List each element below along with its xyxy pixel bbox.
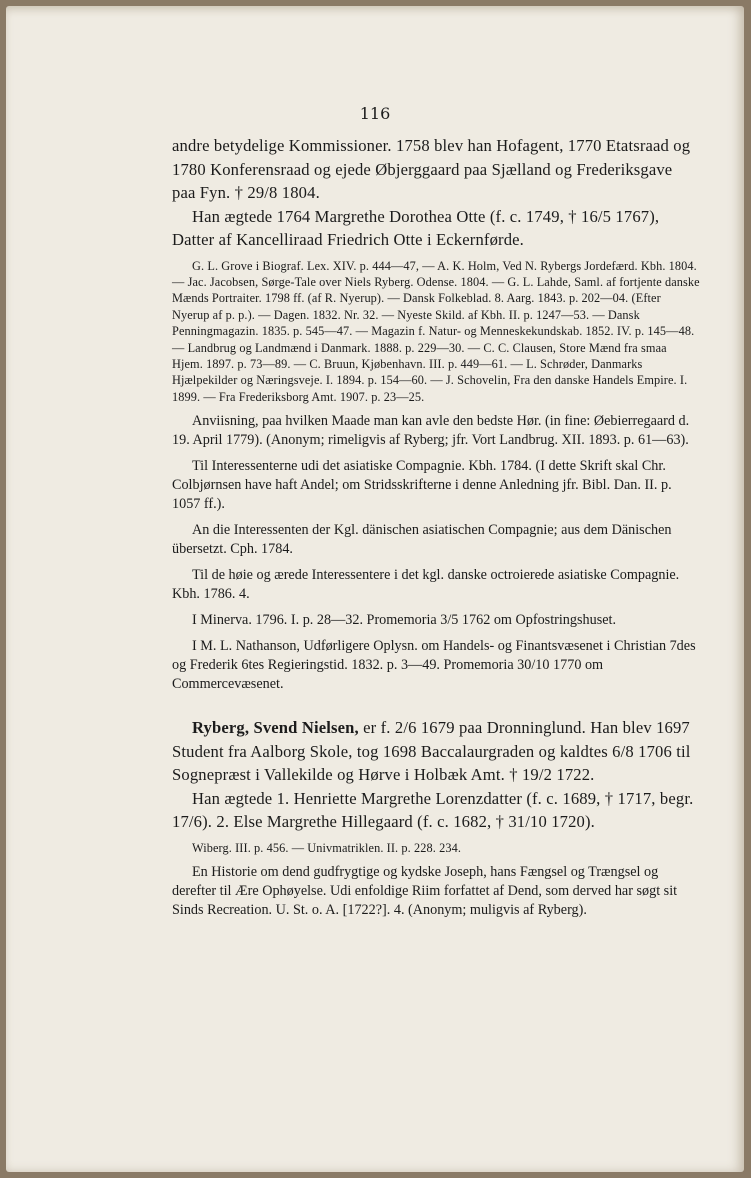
work-entry: Anviisning, paa hvilken Maade man kan avle den bedste Hør. (in fine: Øebierregaard d. 19. April 1779). (Anonym; rimeligvis af Ryberg; jfr. Vort Landbrug. XII. 1893. p. 61—63). bbox=[172, 413, 690, 449]
references: G. L. Grove i Biograf. Lex. XIV. p. 444—47, — A. K. Holm, Ved N. Rybergs Jordefærd. Kbh. 1804. — Jac. Jacobsen, Sørge-Tale over Niels Ryberg. Odense. 1804. — G. L. Lahde, Saml. af fortjente danske Mænds Portraiter. 1798 ff. (af R. Nyerup). — Dansk Folkeblad. 8. Aarg. 1843. p. 202—04. (Efter Nyerup af p. p.). — Dagen. 1832. Nr. 32. — Nyeste Skild. af Kbh. II. p. 1247—53. — Dansk Penningmagazin. 1835. p. 545—47. — Magazin f. Natur- og Menneskekundskab. 1852. IV. p. 145—48. — Landbrug og Landmænd i Danmark. 1888. p. 229—30. — C. C. Clausen, Store Mænd fra smaa Hjem. 1897. p. 73—89. — C. Bruun, Kjøbenhavn. III. p. 449—61. — L. Schrøder, Danmarks Hjælpekilder og Næringsveje. I. 1894. p. 154—60. — J. Schovelin, Fra den danske Handels Empire. I. 1899. — Fra Frederiksborg Amt. 1907. p. 23—25. bbox=[172, 258, 700, 404]
book-page bbox=[6, 6, 744, 1172]
page-body bbox=[172, 134, 700, 920]
entry-bio-text: er f. 2/6 1679 paa Dronninglund. Han blev 1697 Student fra Aalborg Skole, tog 1698 Baccalaurgraden og kaldtes 6/8 1706 til Sognepræst i Vallekilde og Hørve i Holbæk Amt. † 19/2 1722. bbox=[172, 718, 691, 785]
work-entry: Til de høie og ærede Interessentere i det kgl. danske octroierede asiatiske Compagnie. Kbh. 1786. 4. bbox=[172, 567, 680, 603]
page-number: 116 bbox=[359, 104, 391, 123]
work-entry: I M. L. Nathanson, Udførligere Oplysn. om Handels- og Finantsvæsenet i Christian 7des og Frederik 6tes Regieringstid. 1832. p. 3—49. Promemoria 30/10 1770 om Commercevæsenet. bbox=[172, 638, 696, 693]
bio-paragraph-1: andre betydelige Kommissioner. 1758 blev han Hofagent, 1770 Etatsraad og 1780 Konferensraad og ejede Øbjerggaard paa Sjælland og Frederiksgave paa Fyn. † 29/8 1804. bbox=[172, 136, 691, 202]
work-entry: An die Interessenten der Kgl. dänischen asiatischen Compagnie; aus dem Dänischen übersetzt. Cph. 1784. bbox=[172, 522, 672, 558]
entry-heading-paragraph bbox=[172, 716, 700, 787]
work-entry: Til Interessenterne udi det asiatiske Compagnie. Kbh. 1784. (I dette Skrift skal Chr. Colbjørnsen have haft Andel; om Stridsskrifterne i denne Anledning jfr. Bibl. Dan. II. p. 1057 ff.). bbox=[172, 458, 672, 513]
references-2: Wiberg. III. p. 456. — Univmatriklen. II. p. 228. 234. bbox=[192, 840, 462, 855]
bio-paragraph-2: Han ægtede 1764 Margrethe Dorothea Otte (f. c. 1749, † 16/5 1767), Datter af Kancelliraad Friedrich Otte i Eckernførde. bbox=[172, 206, 660, 249]
marriage-paragraph: Han ægtede 1. Henriette Margrethe Lorenzdatter (f. c. 1689, † 1717, begr. 17/6). 2. Else Margrethe Hillegaard (f. c. 1682, † 31/10 1720). bbox=[172, 788, 694, 832]
work-entry: En Historie om dend gudfrygtige og kydske Joseph, hans Fængsel og Trængsel og derefter til Ære Ophøyelse. Udi enfoldige Riim forfattet af Dend, som derved har søgt sit Sinds Recreation. U. St. o. A. [1722?]. 4. (Anonym; muligvis af Ryberg). bbox=[172, 864, 678, 919]
entry-name: Ryberg, Svend Nielsen, bbox=[192, 718, 359, 738]
work-entry: I Minerva. 1796. I. p. 28—32. Promemoria 3/5 1762 om Opfostringshuset. bbox=[192, 612, 617, 629]
